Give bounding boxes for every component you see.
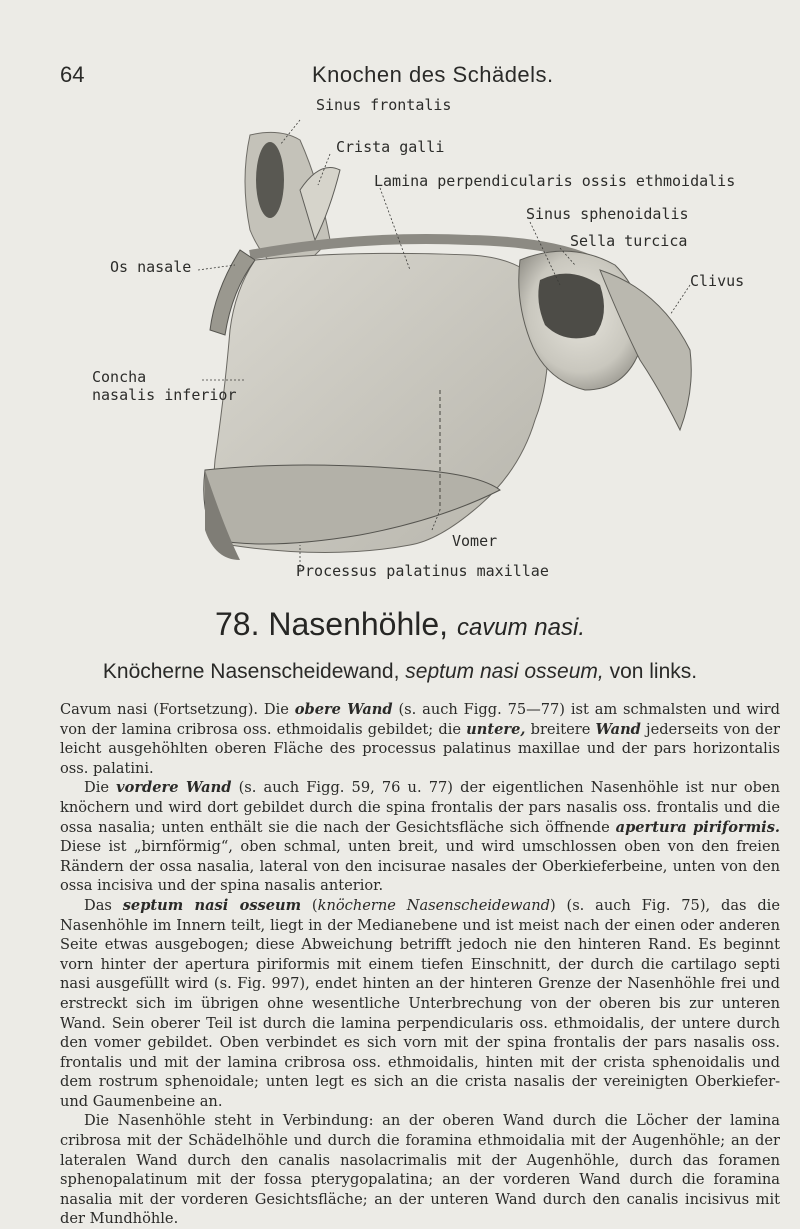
skull-illustration — [0, 90, 800, 590]
text-segment: ( — [301, 896, 318, 914]
text-segment: Cavum nasi (Fortsetzung). Die — [60, 701, 295, 718]
label-sinus-sphenoidalis: Sinus sphenoidalis — [526, 205, 689, 223]
figure-subtitle — [0, 660, 800, 684]
text-segment: (s. auch Figg. 59, 76 u. 77) der eigentlichen Nasenhöhle ist nur oben knöchern und wird dort gebildet durch die spina frontalis der pars nasalis oss. frontalis und die ossa nasalia; unten enthält sie die nach der Gesichtsfläche sich öffnende — [60, 779, 780, 836]
label-sinus-frontalis: Sinus frontalis — [316, 96, 452, 114]
sinus-frontalis-cavity — [256, 142, 284, 218]
leader-clivus — [670, 285, 690, 315]
text-emphasis: vordere Wand — [116, 779, 232, 797]
anatomical-figure — [0, 90, 800, 590]
paragraph-obere-wand — [60, 700, 780, 778]
paragraph-verbindung: Die Nasenhöhle steht in Verbindung: an der oberen Wand durch die Löcher der lamina cribrosa mit der Schädelhöhle und durch die foramina ethmoidalia mit der Augenhöhle; an der lateralen Wand durch den canalis nasolacrimalis mit der Augenhöhle, durch das foramen sphenopalatinum mit der fossa pterygopalatina; an der vorderen Wand durch die foramina nasalia mit der vorderen Gesichtsfläche; an der unteren Wand durch den canalis incisivus mit der Mundhöhle. — [60, 1112, 780, 1228]
text-segment: (s. auch Figg. 75—77) ist am schmalsten und wird von der lamina cribrosa oss. ethmoidalis gebildet; die — [60, 701, 781, 738]
figure-title-number: 78. Nasenhöhle, — [214, 606, 449, 642]
label-vomer: Vomer — [452, 532, 498, 550]
text-segment: breitere — [525, 720, 596, 738]
text-segment: Das — [84, 896, 123, 914]
text-emphasis: knöcherne Nasenscheidewand — [317, 896, 550, 914]
subtitle-latin: septum nasi osseum, — [405, 660, 604, 683]
text-segment: Diese ist „birnförmig“, oben schmal, unten breit, und wird umschlossen oben von den freien Rändern der ossa nasalia, lateral von den incisurae nasales der Oberkieferbeine, unten von den ossa incisiva und der spina nasalis anterior. — [60, 838, 780, 895]
label-concha: Concha nasalis inferior — [92, 368, 237, 404]
text-emphasis: untere, — [466, 720, 526, 738]
running-title: Knochen des Schädels. — [312, 62, 554, 87]
subtitle-end: von links. — [609, 660, 698, 683]
label-processus: Processus palatinus maxillae — [296, 562, 549, 580]
figure-title — [0, 606, 800, 643]
text-emphasis: Wand — [595, 720, 641, 738]
text-emphasis: obere Wand — [294, 701, 393, 718]
text-segment: ) (s. auch Fig. 75), das die Nasenhöhle im Innern teilt, liegt in der Medianebene und ist meist nach der einen oder anderen Seite etwas ausgebogen; diese Abweichung betrifft jedoch nie den hinteren Rand. Es beginnt vorn hinter der apertura piriformis mit einem tiefen Einschnitt, der durch die cartilago septi nasi ausgefüllt wird (s. Fig. 997), endet hinten an der hinteren Grenze der Nasenhöhle frei und erstreckt sich im übrigen ohne wesentliche Unterbrechung von der oberen bis zur unteren Wand. Sein oberer Teil ist durch die lamina perpendicularis oss. ethmoidalis, der untere durch den vomer gebildet. Oben verbindet es sich vorn mit der spina frontalis der pars nasalis oss. frontalis und mit der lamina cribrosa oss. ethmoidalis, hinten mit der crista sphenoidalis und dem rostrum sphenoidale; unten legt es sich an die crista nasalis der vereinigten Oberkiefer- und Gaumenbeine an. — [60, 896, 780, 1110]
page-number: 64 — [60, 62, 85, 87]
label-clivus: Clivus — [690, 272, 745, 290]
text-emphasis: septum nasi osseum — [122, 896, 302, 914]
figure-title-latin: cavum nasi. — [456, 614, 585, 641]
paragraph-septum — [60, 896, 780, 1112]
text-segment: jederseits von der leicht ausgehöhlten oberen Fläche des processus palatinus maxillae und der pars horizontalis oss. palatini. — [60, 720, 780, 777]
subtitle-main: Knöcherne Nasenscheidewand, — [102, 660, 400, 683]
label-os-nasale: Os nasale — [110, 258, 192, 276]
label-crista-galli: Crista galli — [336, 138, 445, 156]
text-emphasis: apertura piriformis. — [615, 818, 780, 836]
text-segment: Die — [84, 779, 117, 797]
label-sella-turcica: Sella turcica — [570, 232, 688, 250]
body-text — [60, 700, 780, 1229]
paragraph-vordere-wand — [60, 778, 780, 896]
label-lamina: Lamina perpendicularis ossis ethmoidalis — [374, 172, 736, 190]
